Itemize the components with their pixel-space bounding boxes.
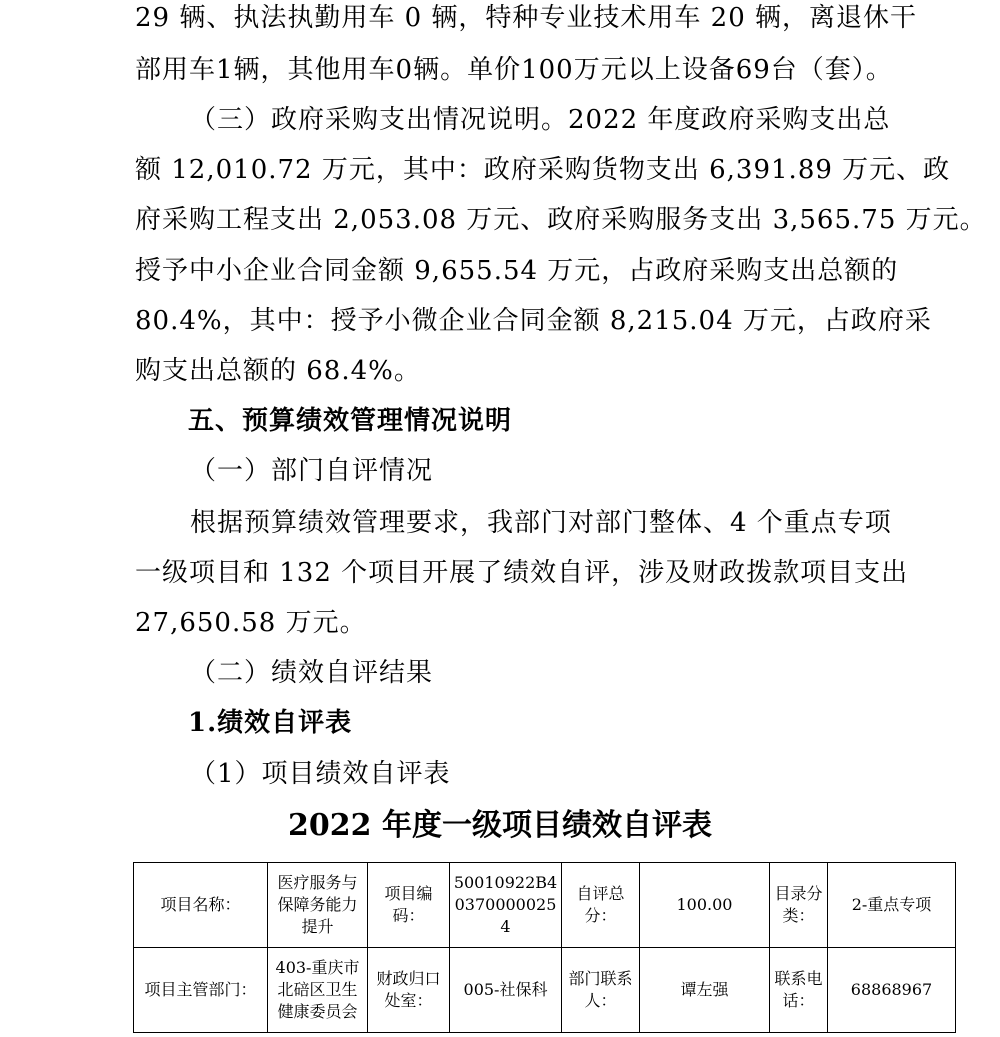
paragraph-line: 额 12,010.72 万元，其中：政府采购货物支出 6,391.89 万元、政 xyxy=(135,155,951,185)
value-project-name: 医疗服务与保障务能力提升 xyxy=(268,863,368,948)
label-catalog-category: 目录分类： xyxy=(770,863,828,948)
subsection-heading-self-eval: （一）部门自评情况 xyxy=(190,456,434,486)
paragraph-line: 一级项目和 132 个项目开展了绩效自评，涉及财政拨款项目支出 xyxy=(135,558,909,588)
heading-eval-table: 1.绩效自评表 xyxy=(188,708,353,738)
value-finance-office: 005-社保科 xyxy=(450,948,562,1033)
label-dept-contact: 部门联系人： xyxy=(562,948,640,1033)
label-finance-office: 财政归口处室： xyxy=(368,948,450,1033)
subsection-heading-results: （二）绩效自评结果 xyxy=(190,658,434,688)
paragraph-line: 根据预算绩效管理要求，我部门对部门整体、4 个重点专项 xyxy=(190,508,892,538)
table-row xyxy=(134,948,956,1033)
paragraph-line: 府采购工程支出 2,053.08 万元、政府采购服务支出 3,565.75 万元。 xyxy=(135,205,987,235)
paragraph-line: 27,650.58 万元。 xyxy=(135,608,367,638)
value-dept-contact: 谭左强 xyxy=(640,948,770,1033)
section-heading-performance: 五、预算绩效管理情况说明 xyxy=(188,406,513,436)
label-project-name: 项目名称： xyxy=(134,863,268,948)
paragraph-line: 授予中小企业合同金额 9,655.54 万元，占政府采购支出总额的 xyxy=(135,256,899,286)
paragraph-line: 80.4%，其中：授予小微企业合同金额 8,215.04 万元，占政府采 xyxy=(135,306,932,336)
paragraph-line: 购支出总额的 68.4%。 xyxy=(135,356,421,386)
table-title: 2022 年度一级项目绩效自评表 xyxy=(288,808,712,843)
paragraph-line: 部用车1辆，其他用车0辆。单价100万元以上设备69台（套）。 xyxy=(135,55,893,85)
label-phone: 联系电话： xyxy=(770,948,828,1033)
label-project-code: 项目编码： xyxy=(368,863,450,948)
value-catalog-category: 2-重点专项 xyxy=(828,863,956,948)
paragraph-line: 29 辆、执法执勤用车 0 辆，特种专业技术用车 20 辆，离退休干 xyxy=(135,3,918,33)
evaluation-table xyxy=(133,862,956,1033)
section-heading-procurement: （三）政府采购支出情况说明。2022 年度政府采购支出总 xyxy=(190,105,891,135)
value-managing-dept: 403-重庆市北碚区卫生健康委员会 xyxy=(268,948,368,1033)
label-managing-dept: 项目主管部门： xyxy=(134,948,268,1033)
value-phone: 68868967 xyxy=(828,948,956,1033)
label-self-eval-score: 自评总分： xyxy=(562,863,640,948)
value-self-eval-score: 100.00 xyxy=(640,863,770,948)
value-project-code: 50010922B403700000254 xyxy=(450,863,562,948)
heading-project-eval-table: （1）项目绩效自评表 xyxy=(190,759,451,789)
table-row xyxy=(134,863,956,948)
